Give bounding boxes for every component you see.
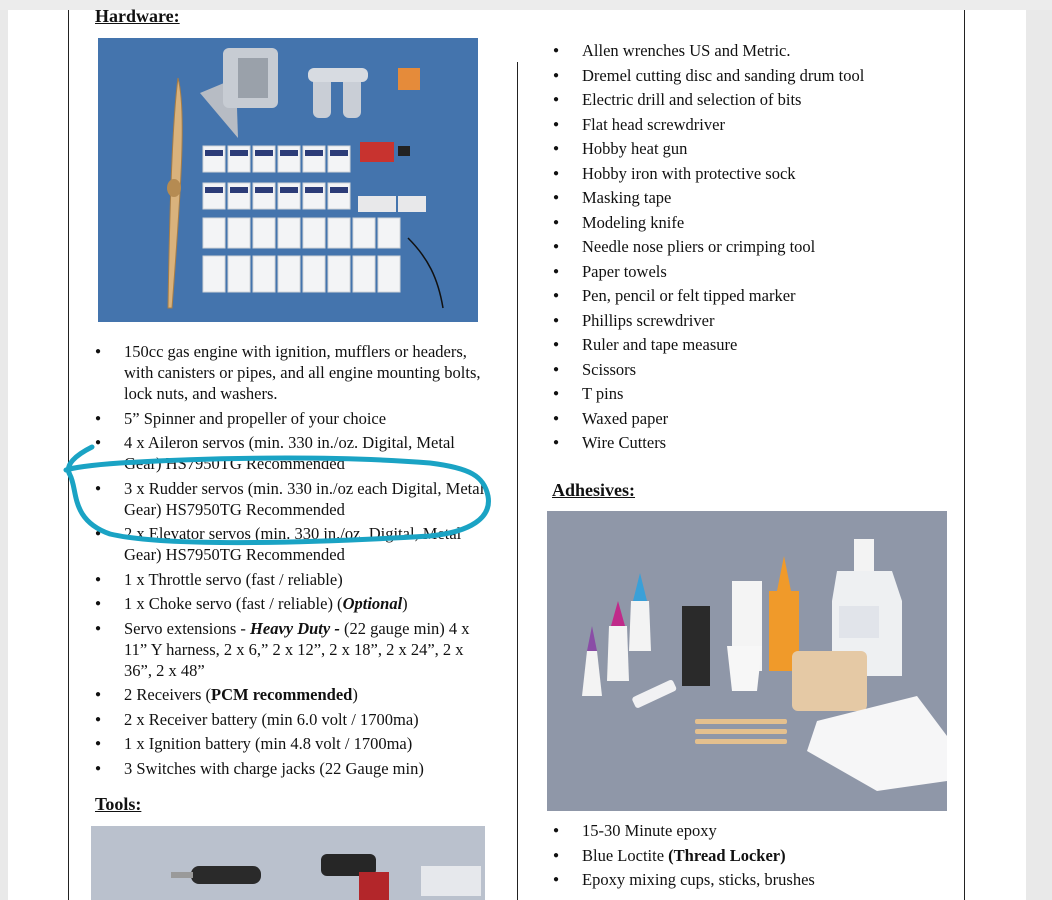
tool-item: ● T pins <box>553 383 953 404</box>
tool-item: ● Ruler and tape measure <box>553 334 953 355</box>
hardware-item-engine: ● 150cc gas engine with ignition, mufflers or headers, with canisters or pipes, and all engine mounting bolts, lock nuts, and washers. <box>95 341 485 404</box>
tools-illustration <box>91 826 485 900</box>
tools-photo <box>91 826 485 900</box>
hardware-item-switches: ● 3 Switches with charge jacks (22 Gauge min) <box>95 758 485 779</box>
engine-parts-photo <box>98 38 478 322</box>
rudder-servos-item: ● 3 x Rudder servos (min. 330 in./oz each Digital, Metal Gear) HS7950TG Recommended <box>95 478 485 520</box>
tool-item: ● Allen wrenches US and Metric. <box>553 40 953 61</box>
adhesives-illustration <box>547 511 947 811</box>
hardware-item-spinner: ● 5” Spinner and propeller of your choice <box>95 408 485 429</box>
page-right-border <box>964 10 965 900</box>
tool-item: ● Paper towels <box>553 261 953 282</box>
column-divider <box>517 62 518 900</box>
tools-list <box>553 40 953 457</box>
tools-heading: Tools: <box>95 794 142 814</box>
hardware-heading: Hardware: <box>95 6 180 26</box>
hardware-item-ignition-battery: ● 1 x Ignition battery (min 4.8 volt / 1700ma) <box>95 733 485 754</box>
tool-item: ● Pen, pencil or felt tipped marker <box>553 285 953 306</box>
tool-item: ● Dremel cutting disc and sanding drum tool <box>553 65 953 86</box>
adhesives-heading: Adhesives: <box>552 480 636 500</box>
tool-item: ● Phillips screwdriver <box>553 310 953 331</box>
tool-item: ● Modeling knife <box>553 212 953 233</box>
adhesive-item: ● Epoxy mixing cups, sticks, brushes <box>553 869 953 890</box>
hardware-list <box>95 341 485 782</box>
engine-parts-illustration <box>98 38 478 322</box>
hardware-item-elevator-servos: ● 2 x Elevator servos (min. 330 in./oz. Digital, Metal Gear) HS7950TG Recommended <box>95 523 485 565</box>
adhesives-list <box>553 820 953 894</box>
hardware-item-aileron-servos: ● 4 x Aileron servos (min. 330 in./oz. Digital, Metal Gear) HS7950TG Recommended <box>95 432 485 474</box>
page-left-border <box>68 10 69 900</box>
hardware-item-servo-extensions: ● Servo extensions - Heavy Duty - (22 gauge min) 4 x 11” Y harness, 2 x 6,” 2 x 12”, 2 x 18”, 2 x 24”, 2 x 36”, 2 x 48” <box>95 618 485 681</box>
tool-item: ● Electric drill and selection of bits <box>553 89 953 110</box>
tool-item: ● Masking tape <box>553 187 953 208</box>
tool-item: ● Waxed paper <box>553 408 953 429</box>
tool-item: ● Hobby iron with protective sock <box>553 163 953 184</box>
tool-item: ● Wire Cutters <box>553 432 953 453</box>
adhesive-item: ● Blue Loctite (Thread Locker) <box>553 845 953 866</box>
tool-item: ● Hobby heat gun <box>553 138 953 159</box>
hardware-item-throttle-servo: ● 1 x Throttle servo (fast / reliable) <box>95 569 485 590</box>
tool-item: ● Scissors <box>553 359 953 380</box>
tool-item: ● Needle nose pliers or crimping tool <box>553 236 953 257</box>
hardware-item-receivers: ● 2 Receivers (PCM recommended) <box>95 684 485 705</box>
tool-item: ● Flat head screwdriver <box>553 114 953 135</box>
adhesives-photo <box>547 511 947 811</box>
hardware-item-choke-servo: ● 1 x Choke servo (fast / reliable) (Optional) <box>95 593 485 614</box>
hardware-item-receiver-battery: ● 2 x Receiver battery (min 6.0 volt / 1700ma) <box>95 709 485 730</box>
adhesive-item: ● 15-30 Minute epoxy <box>553 820 953 841</box>
